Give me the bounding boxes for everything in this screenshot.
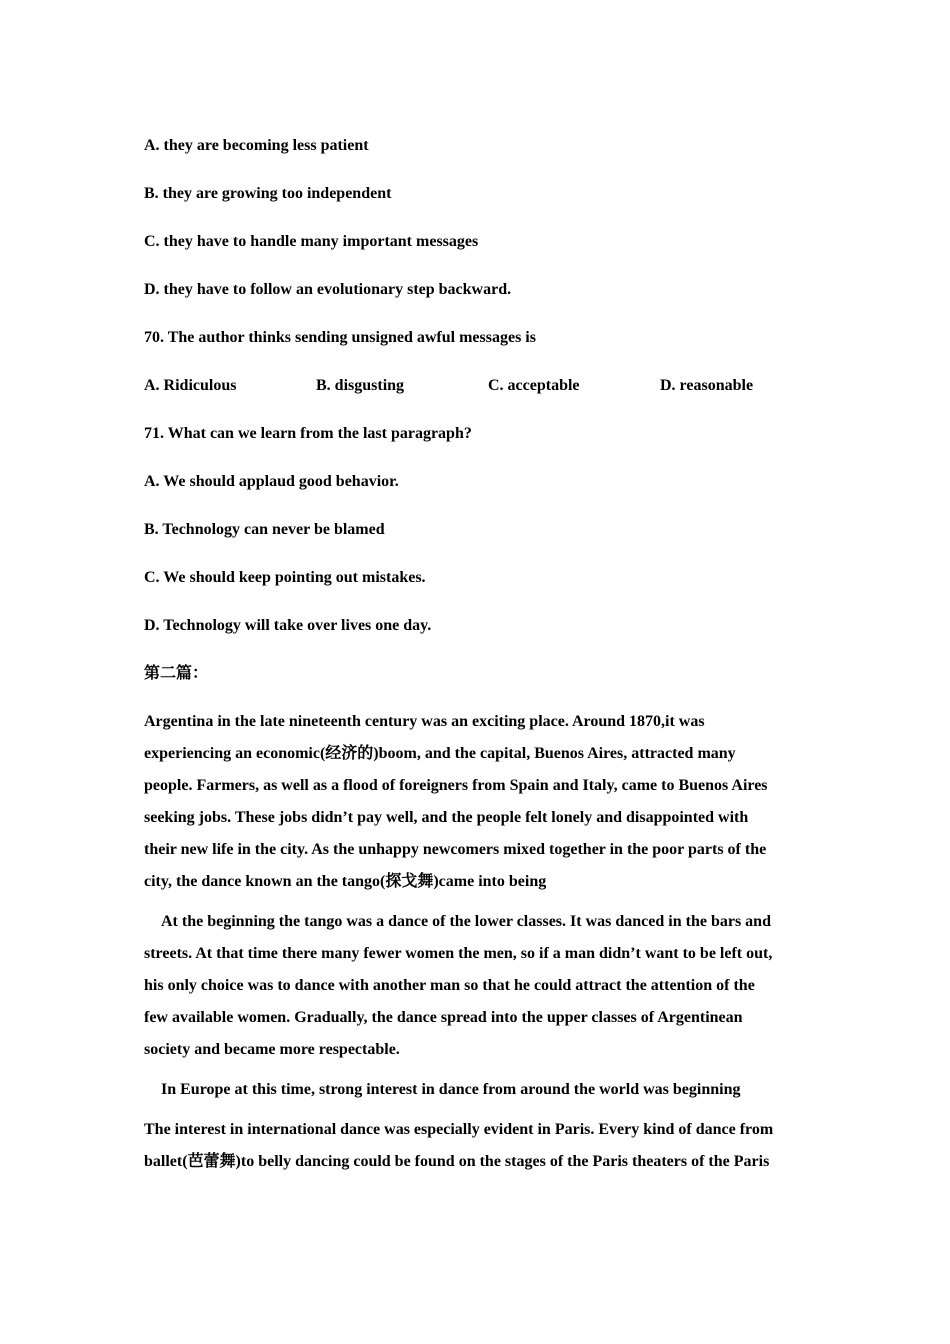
paragraph-2-line: few available women. Gradually, the dance spread into the upper classes of Argentinean: [144, 1009, 743, 1026]
q70-option-d: D. reasonable: [660, 377, 754, 394]
paragraph-2: [144, 906, 809, 1066]
paragraph-1-line: Argentina in the late nineteenth century was an exciting place. Around 1870,it was: [144, 713, 705, 730]
section-heading: 第二篇：: [144, 665, 209, 682]
q70-option-a: A. Ridiculous: [144, 377, 237, 394]
paragraph-3: [144, 1074, 809, 1106]
q71-option-c: C. We should keep pointing out mistakes.: [144, 569, 426, 586]
paragraph-2-line: society and became more respectable.: [144, 1041, 400, 1058]
paragraph-4: [144, 1114, 809, 1178]
q69-option-b: B. they are growing too independent: [144, 185, 392, 202]
paragraph-1-line: city, the dance known an the tango(探戈舞)came into being: [144, 873, 547, 890]
paragraph-1-line: their new life in the city. As the unhappy newcomers mixed together in the poor parts of the: [144, 841, 767, 858]
q70-question: 70. The author thinks sending unsigned awful messages is: [144, 329, 536, 346]
paragraph-2-line: his only choice was to dance with another man so that he could attract the attention of the: [144, 977, 755, 994]
paragraph-1-line: experiencing an economic(经济的)boom, and the capital, Buenos Aires, attracted many: [144, 745, 736, 762]
document-content: [144, 134, 809, 1190]
q71-question: 71. What can we learn from the last paragraph?: [144, 425, 472, 442]
paragraph-1-line: seeking jobs. These jobs didn’t pay well, and the people felt lonely and disappointed with: [144, 809, 749, 826]
q71-option-a: A. We should applaud good behavior.: [144, 473, 399, 490]
paragraph-1-line: people. Farmers, as well as a flood of foreigners from Spain and Italy, came to Buenos Aires: [144, 777, 768, 794]
paragraph-4-line: The interest in international dance was especially evident in Paris. Every kind of dance from: [144, 1121, 774, 1138]
q70-option-c: C. acceptable: [488, 377, 580, 394]
q69-option-a: A. they are becoming less patient: [144, 137, 369, 154]
paragraph-2-line: streets. At that time there many fewer women the men, so if a man didn’t want to be left out,: [144, 945, 773, 962]
paragraph-1: [144, 706, 809, 898]
q71-option-d: D. Technology will take over lives one day.: [144, 617, 432, 634]
q70-option-b: B. disgusting: [316, 377, 405, 394]
q71-option-b: B. Technology can never be blamed: [144, 521, 385, 538]
q69-option-c: C. they have to handle many important messages: [144, 233, 479, 250]
paragraph-4-line: ballet(芭蕾舞)to belly dancing could be found on the stages of the Paris theaters of the Paris: [144, 1153, 770, 1170]
paragraph-3-line: In Europe at this time, strong interest in dance from around the world was beginning: [161, 1081, 741, 1098]
q69-option-d: D. they have to follow an evolutionary step backward.: [144, 281, 512, 298]
q70-options-row: [144, 374, 809, 422]
paragraph-2-line: At the beginning the tango was a dance of the lower classes. It was danced in the bars and: [161, 913, 771, 930]
